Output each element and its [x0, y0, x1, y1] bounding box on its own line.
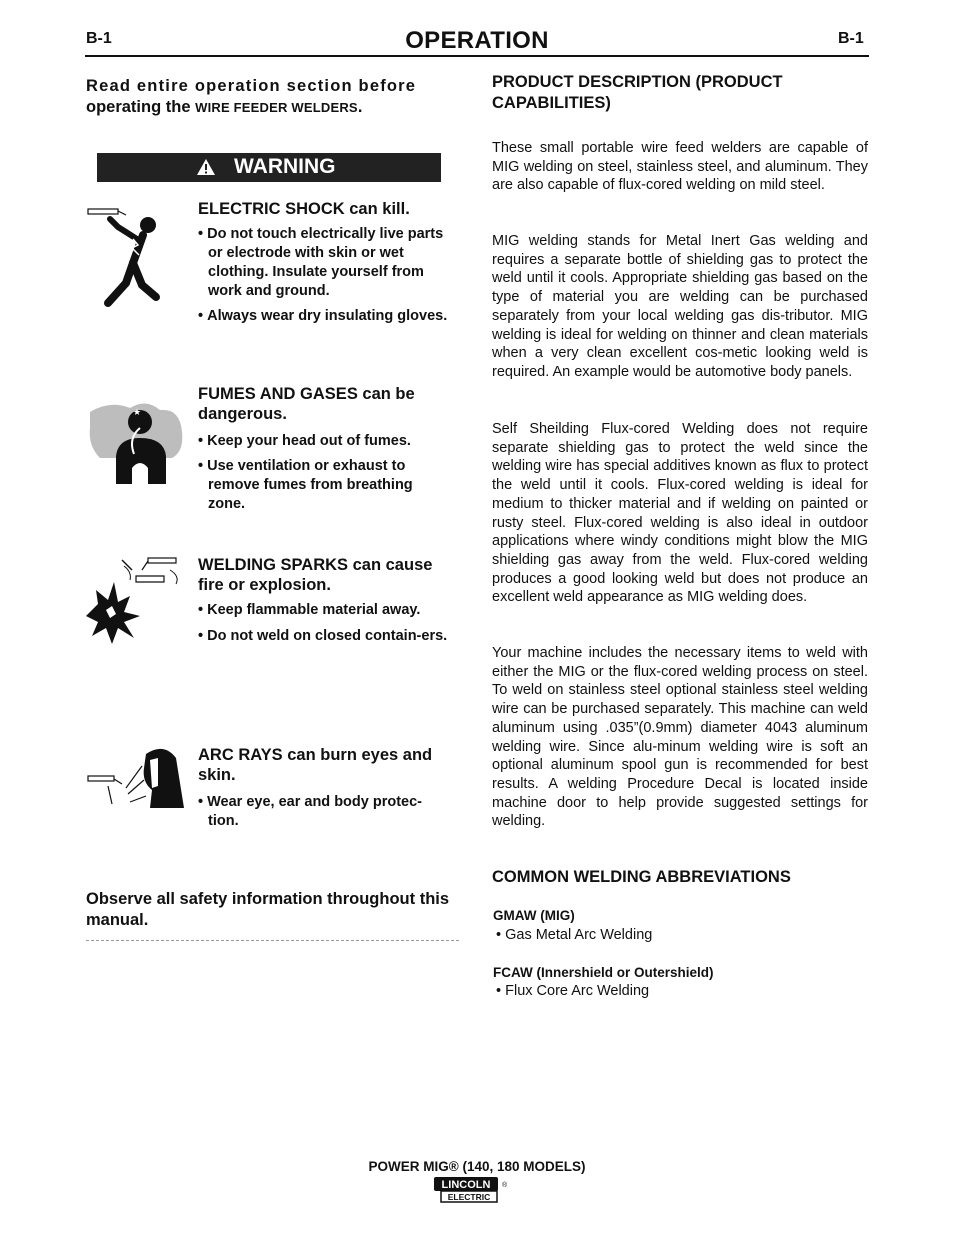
page-number-left: B-1: [86, 30, 112, 47]
hazard-bullet: • Wear eye, ear and body protec-tion.: [198, 793, 451, 831]
intro-line-1: Read entire operation section before: [86, 77, 417, 95]
abbreviation-term: FCAW (Innershield or Outershield): [493, 965, 714, 980]
product-paragraph: MIG welding stands for Metal Inert Gas welding and requires a separate bottle of shielding gas to protect the weld until it cools. Appropriate shielding gas based on the type of material you are welding can be purchased separately from your local welding gas dis-tributor. MIG welding is ideal for welding on thinner and clean materials when a very clean excellent cos-metic looking weld is required. An example would be automotive body panels.: [492, 233, 868, 380]
sparks-explosion-icon: [84, 556, 184, 651]
warning-label: WARNING: [234, 155, 336, 178]
logo-registered-mark: ®: [502, 1182, 508, 1189]
hazard-title-electric-shock: ELECTRIC SHOCK can kill.: [198, 200, 410, 218]
warning-triangle-icon: [196, 158, 216, 176]
hazard-title-arc-rays: ARC RAYS can burn eyes and skin.: [198, 746, 433, 784]
hazard-title-fumes: FUMES AND GASES can be dangerous.: [198, 385, 415, 423]
footer-model: POWER MIG® (140, 180 MODELS): [368, 1159, 586, 1174]
hazard-bullet: • Keep your head out of fumes.: [198, 432, 451, 451]
observe-safety-note: Observe all safety information throughout this manual.: [86, 890, 450, 929]
page-number-right: B-1: [838, 30, 864, 47]
hazard-bullet: • Do not weld on closed contain-ers.: [198, 627, 451, 646]
hazard-title-sparks: WELDING SPARKS can cause fire or explosion.: [198, 556, 433, 594]
header-rule: [85, 55, 869, 57]
arc-rays-icon: [86, 746, 186, 815]
lincoln-electric-logo: [433, 1176, 509, 1204]
logo-lincoln-text: LINCOLN: [441, 1179, 491, 1191]
hazard-bullet: • Use ventilation or exhaust to remove fumes from breathing zone.: [198, 457, 451, 514]
intro-period: .: [357, 98, 363, 116]
intro-instruction: [86, 76, 466, 118]
hazard-bullet: • Always wear dry insulating gloves.: [198, 307, 451, 326]
electric-shock-icon: [86, 205, 166, 320]
abbreviation-meaning: • Gas Metal Arc Welding: [496, 927, 652, 943]
hazard-bullet: • Keep flammable material away.: [198, 601, 451, 620]
intro-line-2: [86, 97, 466, 118]
dashed-divider: [86, 940, 459, 941]
abbreviations-heading: COMMON WELDING ABBREVIATIONS: [492, 868, 791, 886]
product-paragraph: Your machine includes the necessary items to weld with either the MIG or the flux-cored welding process on steel. To weld on stainless steel optional stainless steel welding wire can be purchased separately. This machine can weld aluminum using .035”(0.9mm) diameter 4043 aluminum welding wire. Since alu-minum welding wire is soft an optional aluminum spool gun is recommended for best results. A welding Procedure Decal is located inside machine door to help provide suggested settings for welding.: [492, 645, 868, 830]
abbreviation-meaning: • Flux Core Arc Welding: [496, 983, 649, 999]
page-title: OPERATION: [405, 27, 549, 54]
svg-text:★: ★: [133, 408, 142, 418]
product-paragraph: These small portable wire feed welders are capable of MIG welding on steel, stainless steel, and aluminum. They are also capable of flux-cored welding on mild steel.: [492, 140, 868, 194]
intro-prefix: operating the: [86, 98, 191, 116]
product-description-heading: PRODUCT DESCRIPTION (PRODUCT CAPABILITIES): [492, 73, 783, 112]
fumes-icon: [86, 398, 186, 489]
logo-electric-text: ELECTRIC: [447, 1192, 491, 1202]
product-paragraph: Self Sheilding Flux-cored Welding does not require separate shielding gas to protect the weld since the welding wire has special additives known as flux to protect the weld until it cools. Flux-cored welding is ideal for medium to thicker material and if welding on painted or rusty steel. Flux-cored welding is also ideal in outdoor applications where windy conditions might blow the MIG shielding gas away from the weld. Flux-cored welding produces a good looking weld but does not produce an excellent weld appearance as MIG welding does.: [492, 421, 868, 606]
abbreviation-term: GMAW (MIG): [493, 908, 575, 923]
warning-banner: [97, 153, 441, 182]
intro-product-name: WIRE FEEDER WELDERS: [195, 100, 358, 115]
hazard-bullet: • Do not touch electrically live parts or electrode with skin or wet clothing. Insulate yourself from work and ground.: [198, 225, 451, 301]
